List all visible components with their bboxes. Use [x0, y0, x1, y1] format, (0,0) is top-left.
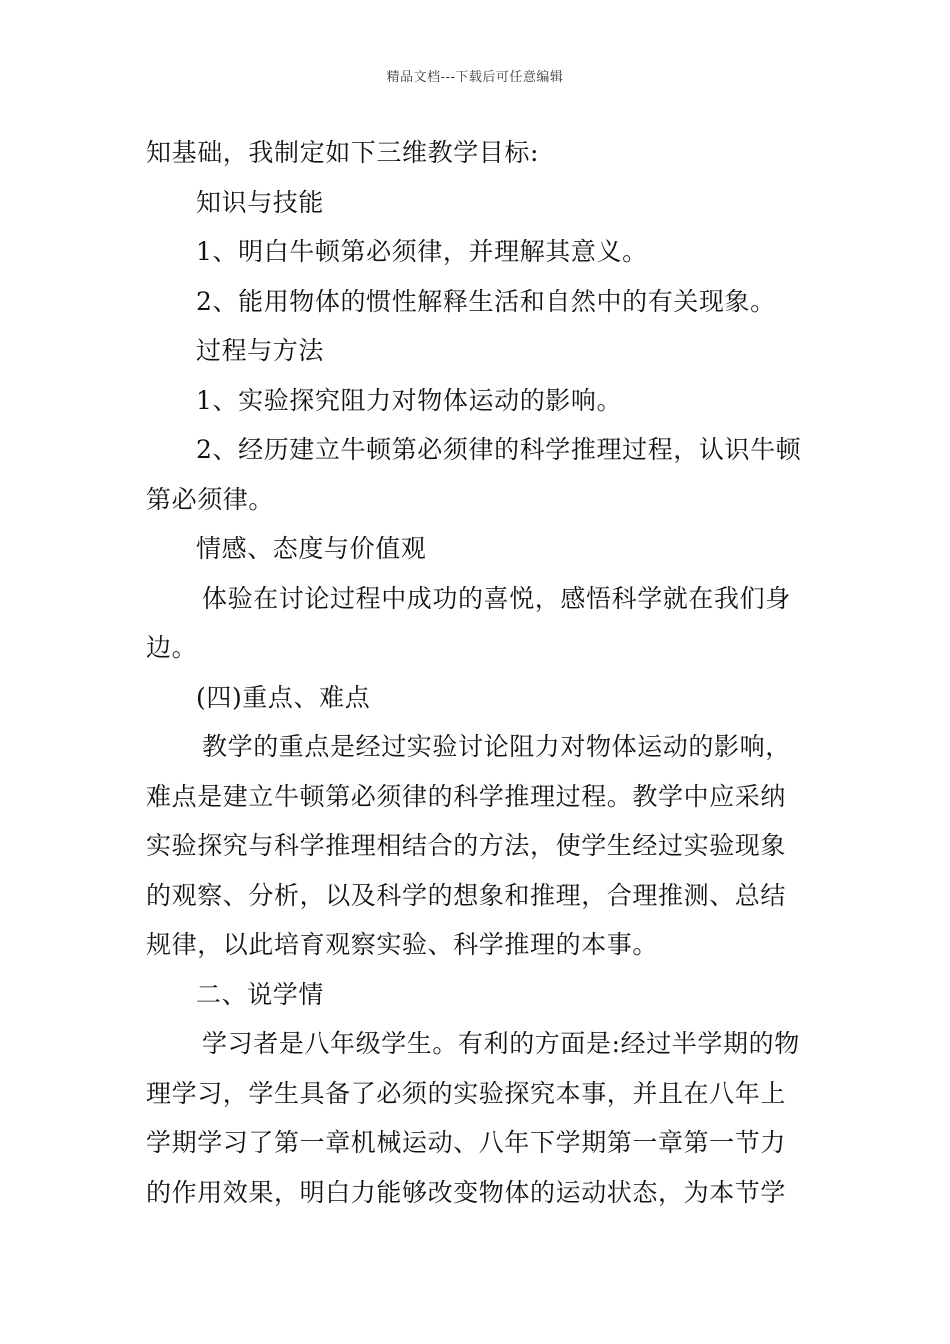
paragraph-line: 体验在讨论过程中成功的喜悦，感悟科学就在我们身 — [202, 583, 791, 613]
paragraph-line: 边。 — [146, 633, 198, 662]
paragraph-line: 的作用效果，明白力能够改变物体的运动状态，为本节学 — [146, 1177, 787, 1207]
document-body — [146, 128, 810, 1217]
section-heading: 情感、态度与价值观 — [196, 534, 427, 563]
paragraph-line: 实验探究与科学推理相结合的方法，使学生经过实验现象 — [146, 831, 787, 860]
paragraph-line: 的观察、分析，以及科学的想象和推理，合理推测、总结 — [146, 880, 787, 910]
paragraph-line: 难点是建立牛顿第必须律的科学推理过程。教学中应采纳 — [146, 781, 787, 811]
section-heading: 二、说学情 — [196, 979, 325, 1009]
list-item: 1、明白牛顿第必须律，并理解其意义。 — [196, 237, 648, 266]
paragraph-line: 第必须律。 — [146, 484, 275, 514]
section-heading: 知识与技能 — [196, 187, 325, 217]
paragraph-line: 理学习，学生具备了必须的实验探究本事，并且在八年上 — [146, 1078, 787, 1108]
paragraph-line: 学期学习了第一章机械运动、八年下学期第一章第一节力 — [146, 1128, 787, 1157]
section-heading: 过程与方法 — [196, 336, 325, 365]
page-header: 精品文档---下载后可任意编辑 — [386, 70, 564, 85]
paragraph-line: 知基础，我制定如下三维教学目标: — [146, 138, 540, 167]
section-heading: (四)重点、难点 — [196, 682, 371, 712]
list-item: 2、能用物体的惯性解释生活和自然中的有关现象。 — [196, 286, 776, 316]
paragraph-line: 教学的重点是经过实验讨论阻力对物体运动的影响， — [202, 732, 791, 761]
paragraph-line: 规律，以此培育观察实验、科学推理的本事。 — [146, 930, 659, 959]
paragraph-line: 学习者是八年级学生。有利的方面是:经过半学期的物 — [202, 1029, 800, 1058]
list-item: 1、实验探究阻力对物体运动的影响。 — [196, 385, 623, 415]
list-item: 2、经历建立牛顿第必须律的科学推理过程，认识牛顿 — [196, 435, 802, 464]
